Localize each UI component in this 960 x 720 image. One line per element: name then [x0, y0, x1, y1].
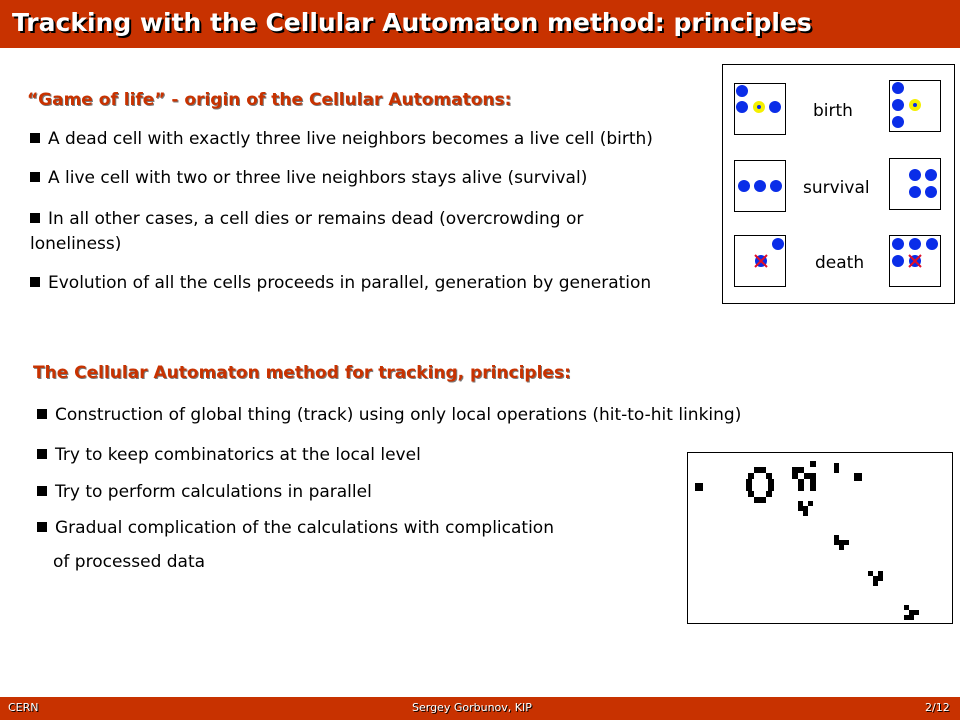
bullet-continuation: of processed data: [53, 552, 206, 572]
life-pixel-pattern: [688, 453, 952, 623]
bullet-square-icon: [30, 133, 40, 143]
bullet-evolution: Evolution of all the cells proceeds in parallel, generation by generation: [30, 271, 720, 296]
bullet-square-icon: [37, 409, 47, 419]
birth-after-figure: [890, 81, 942, 133]
survival-before-cell: [734, 160, 786, 212]
footer-bar: [0, 697, 960, 720]
bullet-combinatorics: Try to keep combinatorics at the local level: [37, 443, 421, 468]
game-of-life-pattern-image: [687, 452, 953, 624]
bullet-square-icon: [37, 486, 47, 496]
label-birth: birth: [813, 101, 853, 121]
survival-before-figure: [735, 161, 787, 213]
bullet-parallel: Try to perform calculations in parallel: [37, 480, 372, 505]
death-after-cell: [889, 235, 941, 287]
bullet-birth: A dead cell with exactly three live neighbors becomes a live cell (birth): [30, 127, 720, 152]
section2-heading: The Cellular Automaton method for tracking, principles:: [33, 363, 571, 383]
survival-after-figure: [890, 159, 942, 211]
footer-left: CERN: [8, 701, 39, 714]
footer-author: Sergey Gorbunov, KIP: [412, 701, 532, 714]
label-survival: survival: [803, 178, 870, 198]
survival-after-cell: [889, 158, 941, 210]
bullet-square-icon: [30, 213, 40, 223]
bullet-gradual-complication: Gradual complication of the calculations with complication: [37, 516, 554, 541]
bullet-square-icon: [30, 172, 40, 182]
death-before-cell: [734, 235, 786, 287]
bullet-square-icon: [37, 449, 47, 459]
bullet-death: In all other cases, a cell dies or remains dead (overcrowding or loneliness): [30, 209, 584, 254]
death-after-figure: [890, 236, 942, 288]
birth-before-cell: [734, 83, 786, 135]
title-bar: [0, 0, 960, 48]
bullet-square-icon: [30, 277, 40, 287]
section1-heading: “Game of life” - origin of the Cellular Automatons:: [27, 90, 512, 110]
birth-before-figure: [735, 84, 787, 136]
bullet-survival: A live cell with two or three live neighbors stays alive (survival): [30, 166, 720, 191]
birth-after-cell: [889, 80, 941, 132]
death-before-figure: [735, 236, 787, 288]
slide-title: Tracking with the Cellular Automaton method: principles: [12, 8, 812, 37]
label-death: death: [815, 253, 865, 273]
bullet-square-icon: [37, 522, 47, 532]
footer-page-number: 2/12: [925, 701, 950, 714]
bullet-global-construction: Construction of global thing (track) using only local operations (hit-to-hit linking): [37, 403, 741, 428]
game-of-life-rules-diagram: [722, 64, 955, 304]
